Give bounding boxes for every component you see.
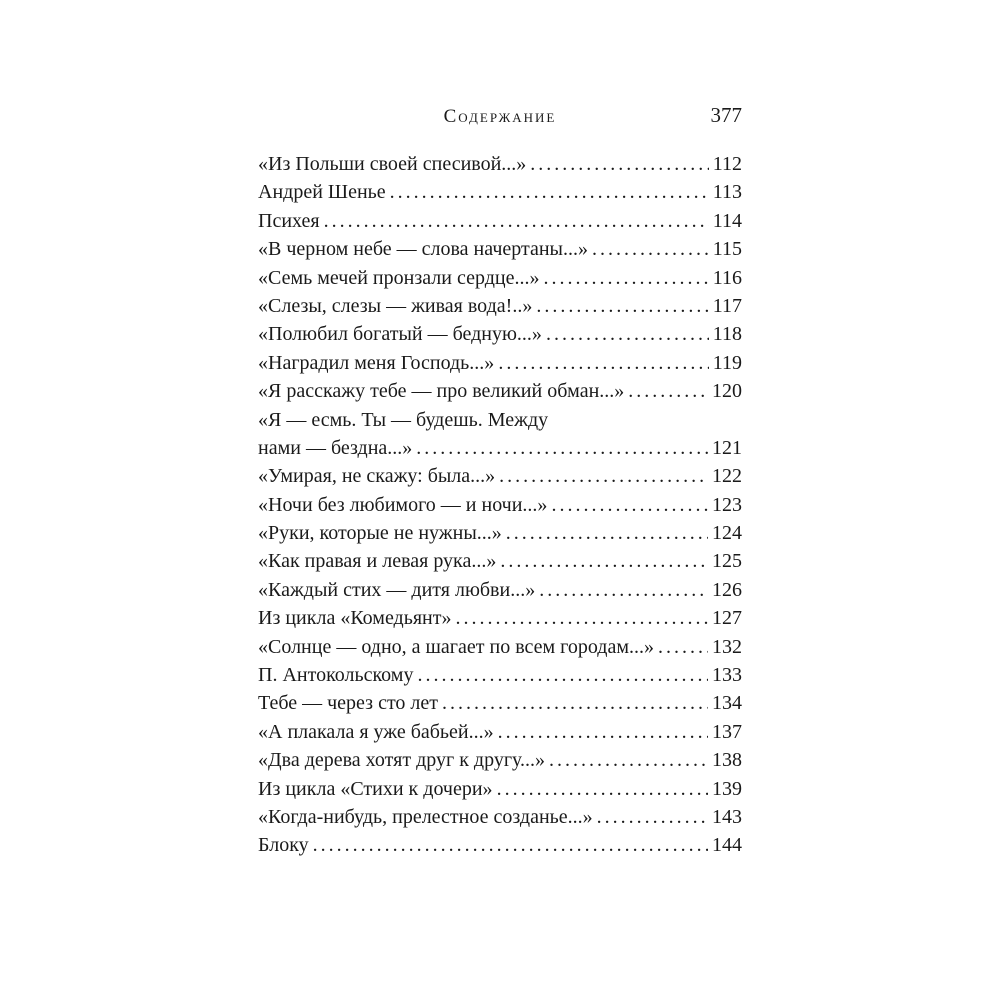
dot-leader — [417, 661, 708, 689]
toc-entry-title: «Руки, которые не нужны...» — [258, 522, 502, 545]
toc-entry-title: «Я — есмь. Ты — будешь. Между — [258, 408, 549, 431]
dot-leader — [324, 207, 709, 235]
dot-leader — [442, 689, 708, 717]
toc-entry — [258, 178, 742, 206]
dot-leader — [597, 803, 708, 831]
toc-entry-title: «Два дерева хотят друг к другу...» — [258, 749, 546, 772]
toc-entry-page: 127 — [712, 607, 742, 630]
toc-entry-page: 144 — [712, 834, 742, 857]
toc-entry — [258, 150, 742, 178]
dot-leader — [546, 320, 709, 348]
toc-entry-title: «Из Польши своей спесивой...» — [258, 153, 527, 175]
toc-entry-title: «Каждый стих — дитя любви...» — [258, 578, 536, 601]
toc-entry — [258, 803, 742, 831]
toc-entry-page: 124 — [712, 522, 742, 545]
dot-leader — [416, 434, 708, 462]
toc-entry — [258, 349, 742, 377]
toc-entry-page: 113 — [712, 181, 742, 204]
toc-entry-title: «Семь мечей пронзали сердце...» — [258, 266, 540, 289]
toc-entry-page: 134 — [712, 692, 742, 715]
toc-entry — [258, 746, 742, 774]
toc-entry-title: П. Антокольскому — [258, 664, 414, 687]
toc-entry — [258, 519, 742, 547]
toc-entry-page: 116 — [712, 266, 742, 289]
toc-entry-title: Из цикла «Комедьянт» — [258, 607, 452, 630]
dot-leader — [497, 775, 708, 803]
toc-entry-page: 118 — [712, 323, 742, 346]
toc-entry-title: Андрей Шенье — [258, 181, 386, 204]
dot-leader — [498, 349, 708, 377]
toc-entry — [258, 320, 742, 348]
toc-entry-page: 122 — [712, 465, 742, 488]
toc-entry-title: «Я расскажу тебе — про великий обман...» — [258, 380, 625, 403]
dot-leader — [543, 264, 708, 292]
toc-entry-title: «Наградил меня Господь...» — [258, 351, 495, 374]
toc-entry-title: Психея — [258, 209, 320, 232]
toc-entry-title: «Солнце — одно, а шагает по всем городам...» — [258, 635, 655, 658]
toc-entry-page: 132 — [712, 635, 742, 658]
toc-entry — [258, 689, 742, 717]
toc-entry-title: «Как правая и левая рука...» — [258, 550, 497, 573]
toc-entry-page: 125 — [712, 550, 742, 573]
dot-leader — [530, 150, 708, 178]
toc-entry — [258, 377, 742, 405]
toc-entry — [258, 264, 742, 292]
toc-entry — [258, 491, 742, 519]
dot-leader — [658, 633, 708, 661]
toc-entry-title: «Слезы, слезы — живая вода!..» — [258, 294, 533, 317]
toc-entry-title: Из цикла «Стихи к дочери» — [258, 777, 493, 800]
toc-entry-title: «А плакала я уже бабьей...» — [258, 720, 494, 743]
dot-leader — [536, 292, 708, 320]
dot-leader — [313, 831, 708, 859]
page-number: 377 — [710, 103, 742, 127]
toc-entry-title: Тебе — через сто лет — [258, 692, 439, 715]
toc-entry-page: 121 — [712, 436, 742, 459]
toc-entry-page: 139 — [712, 777, 742, 800]
toc-entry-title: «В черном небе — слова начертаны...» — [258, 238, 588, 261]
toc-entry-first-line — [258, 406, 742, 434]
toc-entry-page: 114 — [712, 209, 742, 232]
toc-entry-title: «Ночи без любимого — и ночи...» — [258, 493, 548, 516]
dot-leader — [539, 576, 708, 604]
dot-leader — [498, 718, 708, 746]
dot-leader — [549, 746, 708, 774]
dot-leader — [551, 491, 708, 519]
dot-leader — [390, 178, 709, 206]
dot-leader — [506, 519, 708, 547]
toc-entry — [258, 661, 742, 689]
toc-entry — [258, 235, 742, 263]
toc-entry — [258, 604, 742, 632]
toc-entry — [258, 633, 742, 661]
toc-entry — [258, 462, 742, 490]
toc-entry-page: 137 — [712, 720, 742, 743]
toc-entry-page: 112 — [712, 153, 742, 175]
toc-entry-title: «Умирая, не скажу: была...» — [258, 465, 496, 488]
toc-entry — [258, 775, 742, 803]
running-title: Содержание — [443, 106, 557, 127]
dot-leader — [456, 604, 709, 632]
toc-entry-title: нами — бездна...» — [258, 436, 413, 459]
dot-leader — [628, 377, 708, 405]
toc-entry — [258, 576, 742, 604]
toc-entry-title: «Когда-нибудь, прелестное созданье...» — [258, 805, 593, 828]
running-head — [258, 102, 742, 132]
toc-entry-title: «Полюбил богатый — бедную...» — [258, 323, 542, 346]
toc-entry — [258, 547, 742, 575]
toc-entry-page: 133 — [712, 664, 742, 687]
toc-entry-page: 115 — [712, 238, 742, 261]
toc-entry-continuation — [258, 434, 742, 462]
toc-entry-page: 119 — [712, 351, 742, 374]
toc-entry-page: 143 — [712, 805, 742, 828]
toc-entry-page: 123 — [712, 493, 742, 516]
toc-entry-page: 117 — [712, 294, 742, 317]
toc-entry-page: 120 — [712, 380, 742, 403]
toc-entry-title: Блоку — [258, 834, 309, 857]
toc-entry — [258, 292, 742, 320]
toc-entry — [258, 718, 742, 746]
toc-entry — [258, 831, 742, 859]
dot-leader — [500, 547, 708, 575]
dot-leader — [592, 235, 709, 263]
table-of-contents — [258, 150, 742, 860]
toc-entry — [258, 207, 742, 235]
dot-leader — [499, 462, 708, 490]
toc-entry-page: 138 — [712, 749, 742, 772]
toc-entry-page: 126 — [712, 578, 742, 601]
